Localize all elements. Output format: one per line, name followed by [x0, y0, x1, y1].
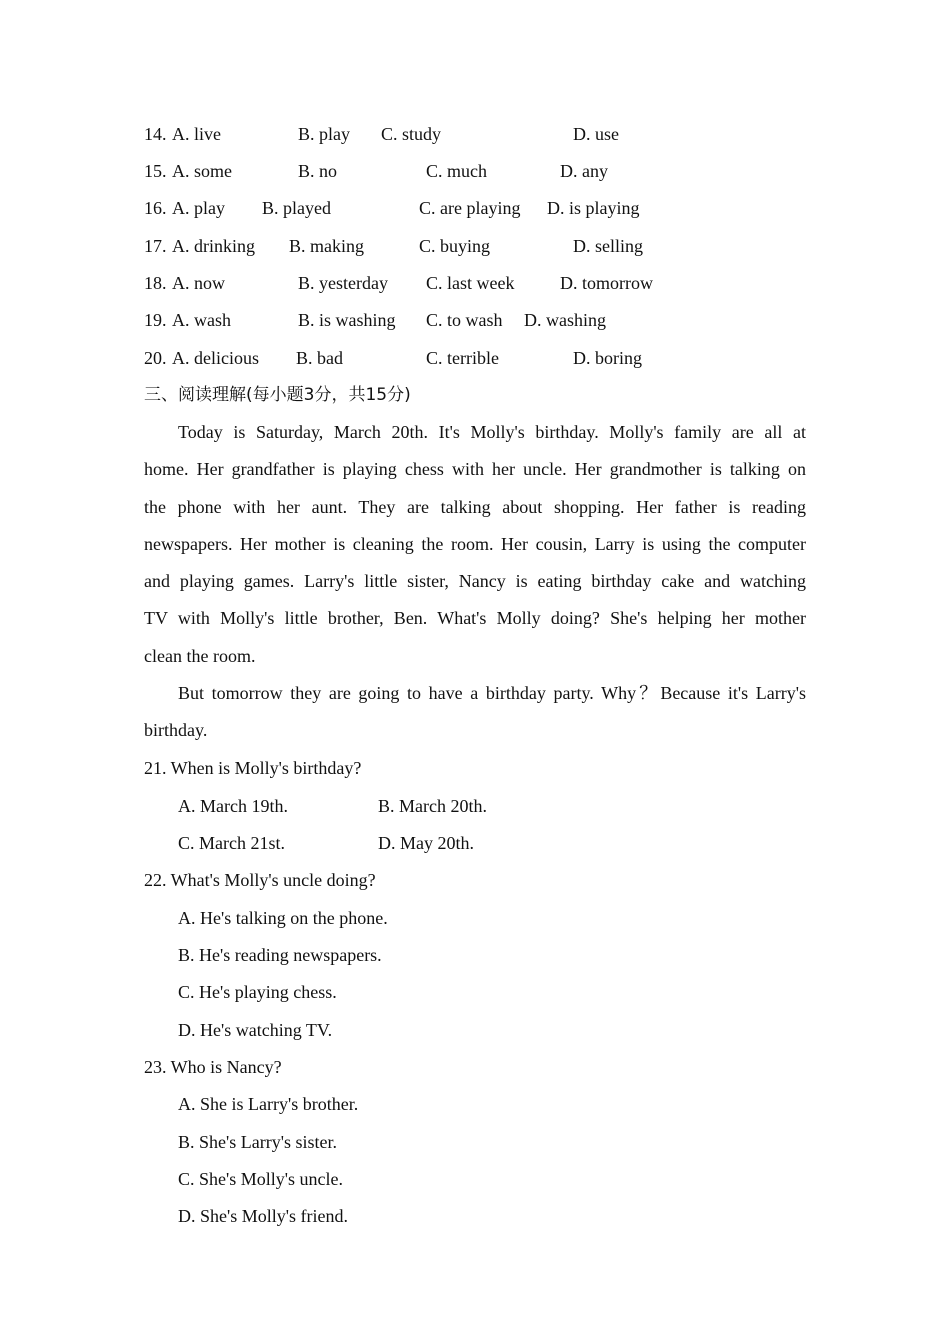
option-a: A. play	[172, 198, 225, 218]
option-b: B. play	[298, 124, 350, 144]
option-c: C. study	[381, 124, 442, 144]
answer-option-a: A. She is Larry's brother.	[178, 1094, 359, 1114]
option-a: A. wash	[172, 310, 231, 330]
passage-line: clean the room.	[144, 645, 256, 666]
question-stem-22: 22. What's Molly's uncle doing?	[144, 870, 376, 890]
option-c: C. are playing	[419, 198, 521, 218]
answer-option-c: C. He's playing chess.	[178, 982, 337, 1002]
option-a: A. now	[172, 273, 225, 293]
answer-option-b: B. March 20th.	[378, 796, 487, 816]
option-d: D. boring	[573, 348, 642, 368]
answer-option-d: D. May 20th.	[378, 833, 474, 853]
question-stem-21: 21. When is Molly's birthday?	[144, 758, 362, 778]
option-b: B. making	[289, 236, 364, 256]
option-a: A. live	[172, 124, 221, 144]
option-d: D. is playing	[547, 198, 640, 218]
option-a: A. delicious	[172, 348, 259, 368]
option-row-20	[144, 346, 704, 370]
answer-option-a: A. He's talking on the phone.	[178, 908, 388, 928]
option-b: B. played	[262, 198, 331, 218]
option-b: B. yesterday	[298, 273, 388, 293]
passage-line: and playing games. Larry's little sister, Nancy is eating birthday cake and watching	[144, 571, 806, 592]
option-c: C. to wash	[426, 310, 503, 330]
answer-option-d: D. He's watching TV.	[178, 1020, 333, 1040]
answer-option-a: A. March 19th.	[178, 796, 288, 816]
passage-line: the phone with her aunt. They are talking about shopping. Her father is reading	[144, 496, 806, 517]
question-number: 16.	[144, 198, 167, 218]
option-c: C. terrible	[426, 348, 499, 368]
passage-paragraph-1	[144, 414, 806, 675]
answer-option-b: B. She's Larry's sister.	[178, 1132, 337, 1152]
option-b: B. bad	[296, 348, 343, 368]
option-row-15	[144, 159, 704, 183]
option-row-16	[144, 196, 704, 220]
passage-line: birthday.	[144, 720, 208, 741]
option-row-14	[144, 122, 704, 146]
option-c: C. much	[426, 161, 487, 181]
answer-option-c: C. March 21st.	[178, 833, 285, 853]
option-row-19	[144, 308, 704, 332]
option-row-17	[144, 234, 704, 258]
answer-option-d: D. She's Molly's friend.	[178, 1206, 348, 1226]
option-a: A. some	[172, 161, 232, 181]
passage-line: home. Her grandfather is playing chess with her uncle. Her grandmother is talking on	[144, 459, 806, 480]
option-row-18	[144, 271, 704, 295]
option-d: D. tomorrow	[560, 273, 653, 293]
option-d: D. selling	[573, 236, 643, 256]
option-b: B. no	[298, 161, 338, 181]
passage-line: But tomorrow they are going to have a birthday party. Why？Because it's Larry's	[178, 683, 806, 703]
option-d: D. washing	[524, 310, 606, 330]
answer-option-c: C. She's Molly's uncle.	[178, 1169, 343, 1189]
question-number: 20.	[144, 348, 167, 368]
passage-line: newspapers. Her mother is cleaning the room. Her cousin, Larry is using the computer	[144, 533, 806, 554]
option-c: C. buying	[419, 236, 491, 256]
question-number: 18.	[144, 273, 167, 293]
option-a: A. drinking	[172, 236, 255, 256]
answer-option-b: B. He's reading newspapers.	[178, 945, 382, 965]
question-number: 17.	[144, 236, 167, 256]
question-number: 14.	[144, 124, 167, 144]
question-number: 15.	[144, 161, 167, 181]
option-d: D. any	[560, 161, 608, 181]
passage-paragraph-2	[144, 675, 806, 750]
option-d: D. use	[573, 124, 619, 144]
option-b: B. is washing	[298, 310, 396, 330]
question-stem-23: 23. Who is Nancy?	[144, 1057, 282, 1077]
passage-line: Today is Saturday, March 20th. It's Molly's birthday. Molly's family are all at	[178, 422, 806, 442]
option-c: C. last week	[426, 273, 515, 293]
section-title: 三、阅读理解(每小题3分，共15分)	[144, 385, 411, 405]
question-number: 19.	[144, 310, 167, 330]
passage-line: TV with Molly's little brother, Ben. What's Molly doing? She's helping her mother	[144, 608, 806, 629]
